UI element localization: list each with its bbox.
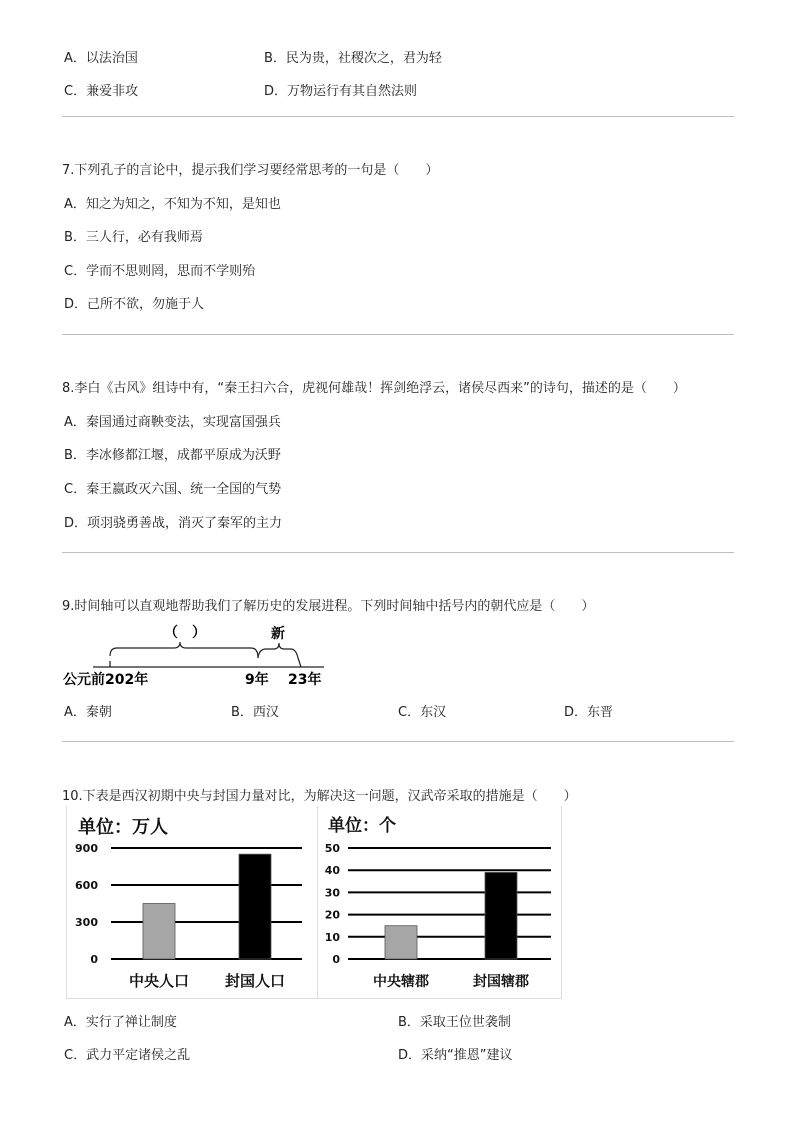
y-tick-label: 30 bbox=[324, 886, 340, 900]
timeline-start-label: 公元前202年 bbox=[63, 672, 149, 688]
q9-option-a[interactable] bbox=[64, 701, 112, 720]
q9-option-b[interactable] bbox=[231, 701, 279, 720]
chart-title: 单位：万人 bbox=[78, 817, 168, 838]
y-tick-label: 0 bbox=[332, 953, 340, 966]
option-letter: D． bbox=[264, 84, 288, 99]
q6-option-b[interactable] bbox=[264, 47, 442, 66]
category-label: 中央人口 bbox=[128, 972, 190, 990]
option-letter: A． bbox=[64, 197, 86, 212]
option-text: 民为贵，社稷次之，君为轻 bbox=[285, 51, 442, 66]
commandery-bar-chart bbox=[318, 806, 561, 998]
timeline-brace-dynasty bbox=[110, 642, 258, 658]
option-letter: C． bbox=[64, 1048, 87, 1063]
q7-option-a[interactable] bbox=[64, 193, 281, 212]
option-text: 采纳“推恩”建议 bbox=[421, 1048, 513, 1063]
timeline-end-label: 23年 bbox=[288, 672, 322, 688]
q10-option-a[interactable] bbox=[64, 1011, 177, 1030]
q8-option-a[interactable] bbox=[64, 411, 281, 430]
option-text: 己所不欲，勿施于人 bbox=[87, 297, 205, 312]
option-letter: A． bbox=[64, 415, 86, 430]
q8-option-b[interactable] bbox=[64, 444, 281, 463]
q7-stem: 7.下列孔子的言论中，提示我们学习要经常思考的一句是（ ） bbox=[62, 163, 439, 178]
y-tick-label: 0 bbox=[90, 953, 98, 966]
option-text: 秦朝 bbox=[85, 705, 112, 720]
bar-1 bbox=[385, 926, 417, 959]
option-text: 武力平定诸侯之乱 bbox=[86, 1048, 191, 1063]
option-letter: B． bbox=[398, 1015, 420, 1030]
bar-2 bbox=[239, 854, 271, 959]
population-bar-chart bbox=[66, 806, 316, 998]
option-text: 实行了禅让制度 bbox=[85, 1015, 177, 1030]
bar-2 bbox=[485, 872, 517, 959]
y-tick-label: 600 bbox=[75, 879, 98, 892]
option-letter: C． bbox=[64, 482, 87, 497]
option-text: 项羽骁勇善战，消灭了秦军的主力 bbox=[87, 516, 283, 531]
divider bbox=[62, 334, 734, 335]
option-letter: C． bbox=[64, 264, 87, 279]
option-text: 知之为知之，不知为不知，是知也 bbox=[85, 197, 281, 212]
option-letter: B． bbox=[64, 230, 86, 245]
option-letter: A． bbox=[64, 1015, 86, 1030]
option-text: 采取王位世袭制 bbox=[419, 1015, 511, 1030]
option-text: 学而不思则罔，思而不学则殆 bbox=[86, 264, 256, 279]
option-text: 西汉 bbox=[252, 705, 279, 720]
category-label: 中央辖郡 bbox=[373, 974, 429, 990]
option-text: 秦国通过商鞅变法，实现富国强兵 bbox=[85, 415, 281, 430]
divider bbox=[62, 741, 734, 742]
bar-1 bbox=[143, 904, 175, 960]
y-tick-label: 40 bbox=[324, 864, 340, 878]
option-text: 李冰修都江堰，成都平原成为沃野 bbox=[85, 448, 281, 463]
option-letter: A． bbox=[64, 705, 86, 720]
divider bbox=[62, 116, 734, 117]
option-letter: C． bbox=[398, 705, 421, 720]
option-letter: D． bbox=[564, 705, 588, 720]
y-tick-label: 300 bbox=[75, 916, 98, 929]
q9-option-c[interactable] bbox=[398, 701, 446, 720]
q8-option-c[interactable] bbox=[64, 478, 281, 497]
divider bbox=[62, 552, 734, 553]
timeline-diagram bbox=[60, 618, 340, 693]
q7-option-b[interactable] bbox=[64, 226, 203, 245]
q6-option-c[interactable] bbox=[64, 80, 138, 99]
q10-option-d[interactable] bbox=[398, 1044, 513, 1063]
timeline-brace-xin bbox=[258, 643, 298, 658]
q7-option-d[interactable] bbox=[64, 293, 204, 312]
q6-option-a[interactable] bbox=[64, 47, 138, 66]
timeline-bracket-label: （ ） bbox=[164, 625, 206, 641]
q8-option-d[interactable] bbox=[64, 512, 282, 531]
option-letter: B． bbox=[264, 51, 286, 66]
option-letter: D． bbox=[64, 516, 88, 531]
option-text: 三人行，必有我师焉 bbox=[85, 230, 203, 245]
option-text: 万物运行有其自然法则 bbox=[287, 84, 418, 99]
y-tick-label: 50 bbox=[324, 842, 340, 855]
timeline-xin-label: 新 bbox=[271, 626, 285, 642]
q9-option-d[interactable] bbox=[564, 701, 613, 720]
option-letter: C． bbox=[64, 84, 87, 99]
option-letter: D． bbox=[64, 297, 88, 312]
option-text: 东晋 bbox=[587, 705, 614, 720]
option-letter: A． bbox=[64, 51, 86, 66]
y-tick-label: 900 bbox=[75, 842, 98, 855]
category-label: 封国辖郡 bbox=[473, 974, 529, 990]
y-tick-label: 10 bbox=[324, 930, 340, 944]
chart-title: 单位：个 bbox=[328, 816, 396, 836]
q8-stem: 8.李白《古风》组诗中有，“秦王扫六合，虎视何雄哉！挥剑绝浮云，诸侯尽西来”的诗句，描述的是（ ） bbox=[62, 381, 686, 396]
timeline-mid-label: 9年 bbox=[245, 672, 269, 688]
category-label: 封国人口 bbox=[224, 972, 286, 990]
option-text: 东汉 bbox=[420, 705, 447, 720]
q9-stem: 9.时间轴可以直观地帮助我们了解历史的发展进程。下列时间轴中括号内的朝代应是（ ） bbox=[62, 599, 595, 614]
q10-option-c[interactable] bbox=[64, 1044, 190, 1063]
option-text: 兼爱非攻 bbox=[86, 84, 139, 99]
q6-option-d[interactable] bbox=[264, 80, 417, 99]
option-letter: D． bbox=[398, 1048, 422, 1063]
option-letter: B． bbox=[64, 448, 86, 463]
option-letter: B． bbox=[231, 705, 253, 720]
q10-stem: 10.下表是西汉初期中央与封国力量对比，为解决这一问题，汉武帝采取的措施是（ ） bbox=[62, 789, 577, 804]
y-tick-label: 20 bbox=[324, 908, 340, 922]
q10-option-b[interactable] bbox=[398, 1011, 511, 1030]
timeline-tick-end bbox=[298, 658, 301, 667]
option-text: 以法治国 bbox=[85, 51, 138, 66]
option-text: 秦王嬴政灭六国、统一全国的气势 bbox=[86, 482, 282, 497]
q7-option-c[interactable] bbox=[64, 260, 255, 279]
